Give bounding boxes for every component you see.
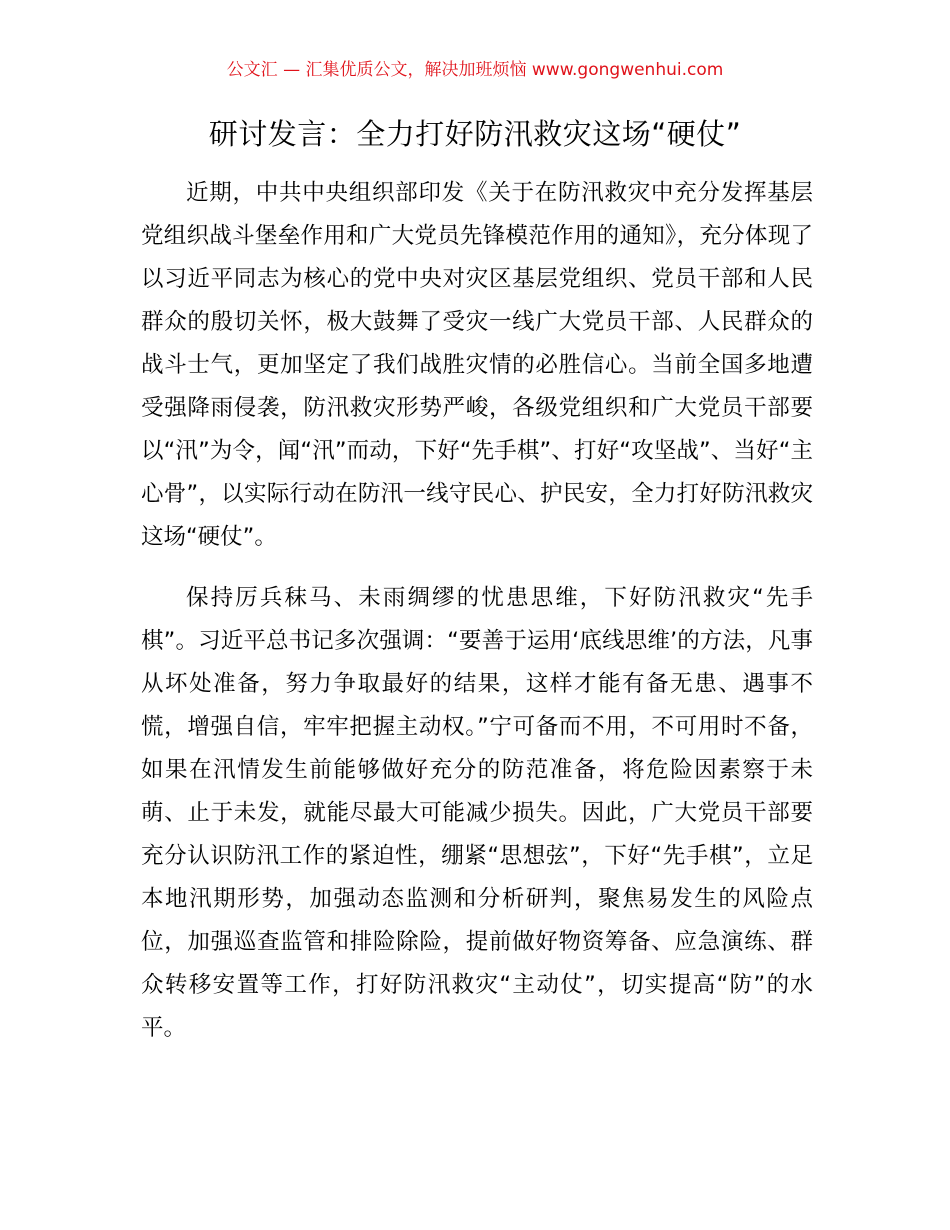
page-title: 研讨发言：全力打好防汛救灾这场“硬仗” [208, 117, 742, 151]
paragraph-1: 近期，中共中央组织部印发《关于在防汛救灾中充分发挥基层党组织战斗堡垒作用和广大党员先锋模范作用的通知》，充分体现了以习近平同志为核心的党中央对灾区基层党组织、党员干部和人民群众的殷切关怀，极大鼓舞了受灾一线广大党员干部、人民群众的战斗士气，更加坚定了我们战胜灾情的必胜信心。当前全国多地遭受强降雨侵袭，防汛救灾形势严峻，各级党组织和广大党员干部要以“汛”为令，闻“汛”而动，下好“先手棋”、打好“攻坚战”、当好“主心骨”，以实际行动在防汛一线守民心、护民安，全力打好防汛救灾这场“硬仗”。 [141, 180, 813, 550]
paragraph-2: 保持厉兵秣马、未雨绸缪的忧患思维，下好防汛救灾“先手棋”。习近平总书记多次强调：“要善于运用‘底线思维’的方法，凡事从坏处准备，努力争取最好的结果，这样才能有备无患、遇事不慌，增强自信，牢牢把握主动权。”宁可备而不用，不可用时不备，如果在汛情发生前能够做好充分的防范准备，将危险因素察于未萌、止于未发，就能尽最大可能减少损失。因此，广大党员干部要充分认识防汛工作的紧迫性，绷紧“思想弦”，下好“先手棋”，立足本地汛期形势，加强动态监测和分析研判，聚焦易发生的风险点位，加强巡查监管和排险除险，提前做好物资筹备、应急演练、群众转移安置等工作，打好防汛救灾“主动仗”，切实提高“防”的水平。 [141, 585, 813, 1041]
document-body [141, 172, 813, 1050]
header-banner: 公文汇 — 汇集优质公文，解决加班烦恼 www.gongwenhui.com [226, 60, 724, 80]
